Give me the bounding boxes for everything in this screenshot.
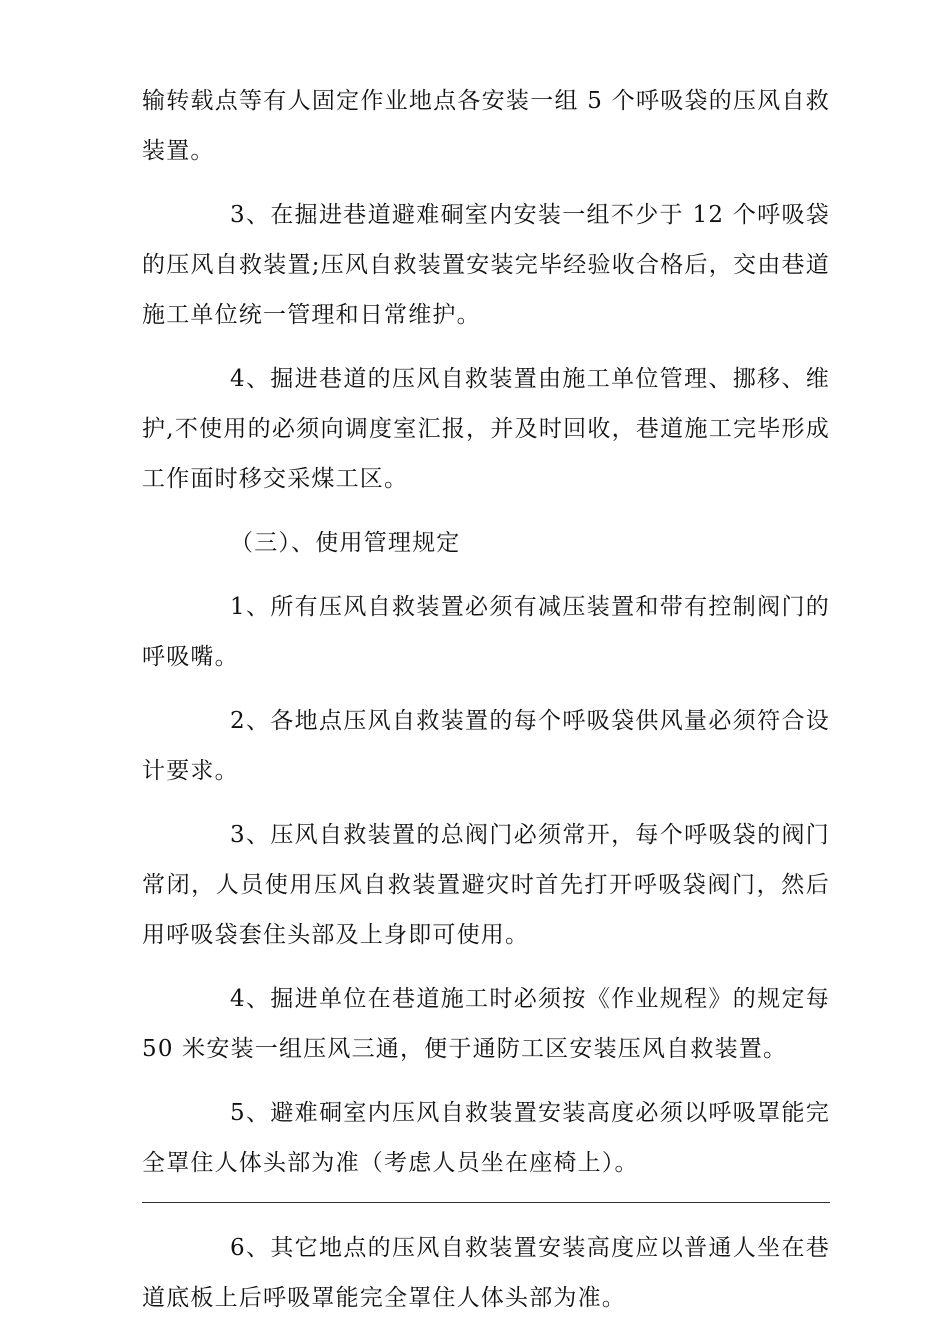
page-divider xyxy=(142,1202,830,1203)
paragraph-rule-6: 6、其它地点的压风自救装置安装高度应以普通人坐在巷道底板上后呼吸罩能完全罩住人体头部为准。 xyxy=(142,1235,830,1311)
paragraph-rule-1: 1、所有压风自救装置必须有减压装置和带有控制阀门的呼吸嘴。 xyxy=(142,594,830,670)
paragraph-item-4: 4、掘进巷道的压风自救装置由施工单位管理、挪移、维护,不使用的必须向调度室汇报，并及时回收，巷道施工完毕形成工作面时移交采煤工区。 xyxy=(142,366,830,492)
paragraph-rule-3: 3、压风自救装置的总阀门必须常开，每个呼吸袋的阀门常闭，人员使用压风自救装置避灾时首先打开呼吸袋阀门，然后用呼吸袋套住头部及上身即可使用。 xyxy=(142,822,830,948)
document-page xyxy=(142,76,830,1337)
paragraph-rule-5: 5、避难硐室内压风自救装置安装高度必须以呼吸罩能完全罩住人体头部为准（考虑人员坐在座椅上）。 xyxy=(142,1100,830,1176)
section-heading: （三）、使用管理规定 xyxy=(230,530,461,556)
paragraph-continuation: 输转载点等有人固定作业地点各安装一组 5 个呼吸袋的压风自救装置。 xyxy=(142,88,830,164)
paragraph-rule-4: 4、掘进单位在巷道施工时必须按《作业规程》的规定每 50 米安装一组压风三通，便于通防工区安装压风自救装置。 xyxy=(142,986,830,1062)
paragraph-rule-2: 2、各地点压风自救装置的每个呼吸袋供风量必须符合设计要求。 xyxy=(142,708,830,784)
paragraph-item-3: 3、在掘进巷道避难硐室内安装一组不少于 12 个呼吸袋的压风自救装置;压风自救装置安装完毕经验收合格后，交由巷道施工单位统一管理和日常维护。 xyxy=(142,202,830,328)
